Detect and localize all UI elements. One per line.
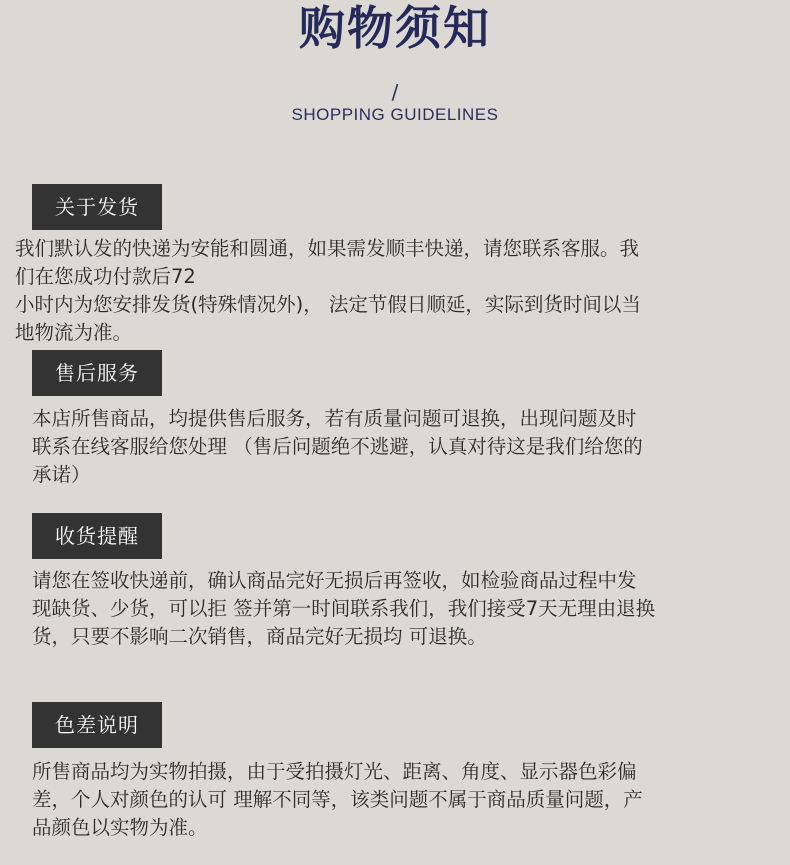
- text-line: 地物流为准。: [15, 321, 133, 344]
- section-text-color-difference: [32, 758, 643, 842]
- section-tag-receipt-reminder: 收货提醒: [32, 513, 162, 559]
- text-line: 品颜色以实物为准。: [32, 816, 208, 839]
- text-line: 现缺货、少货，可以拒 签并第一时间联系我们，我们接受7天无理由退换: [32, 597, 656, 620]
- section-tag-shipping: 关于发货: [32, 184, 162, 230]
- text-line: 货，只要不影响二次销售，商品完好无损均 可退换。: [32, 625, 487, 648]
- page-subtitle: SHOPPING GUIDELINES: [291, 105, 499, 124]
- text-line: 请您在签收快递前，确认商品完好无损后再签收，如检验商品过程中发: [32, 569, 637, 592]
- text-line: 我们默认发的快递为安能和圆通，如果需发顺丰快递，请您联系客服。我: [15, 237, 640, 260]
- section-tag-after-sales: 售后服务: [32, 350, 162, 396]
- text-line: 们在您成功付款后72: [15, 265, 196, 288]
- section-text-after-sales: [32, 405, 643, 489]
- section-text-receipt-reminder: [32, 567, 655, 651]
- text-line: 联系在线客服给您处理 （售后问题绝不逃避，认真对待这是我们给您的: [32, 435, 643, 458]
- text-line: 差，个人对颜色的认可 理解不同等，该类问题不属于商品质量问题，产: [32, 788, 643, 811]
- section-tag-color-difference: 色差说明: [32, 702, 162, 748]
- page-title: 购物须知: [299, 1, 491, 55]
- text-line: 承诺）: [32, 463, 91, 486]
- title-divider: /: [391, 80, 399, 104]
- text-line: 小时内为您安排发货(特殊情况外)， 法定节假日顺延，实际到货时间以当: [15, 293, 641, 316]
- section-text-shipping: [15, 235, 641, 347]
- text-line: 所售商品均为实物拍摄，由于受拍摄灯光、距离、角度、显示器色彩偏: [32, 760, 637, 783]
- text-line: 本店所售商品，均提供售后服务，若有质量问题可退换，出现问题及时: [32, 407, 637, 430]
